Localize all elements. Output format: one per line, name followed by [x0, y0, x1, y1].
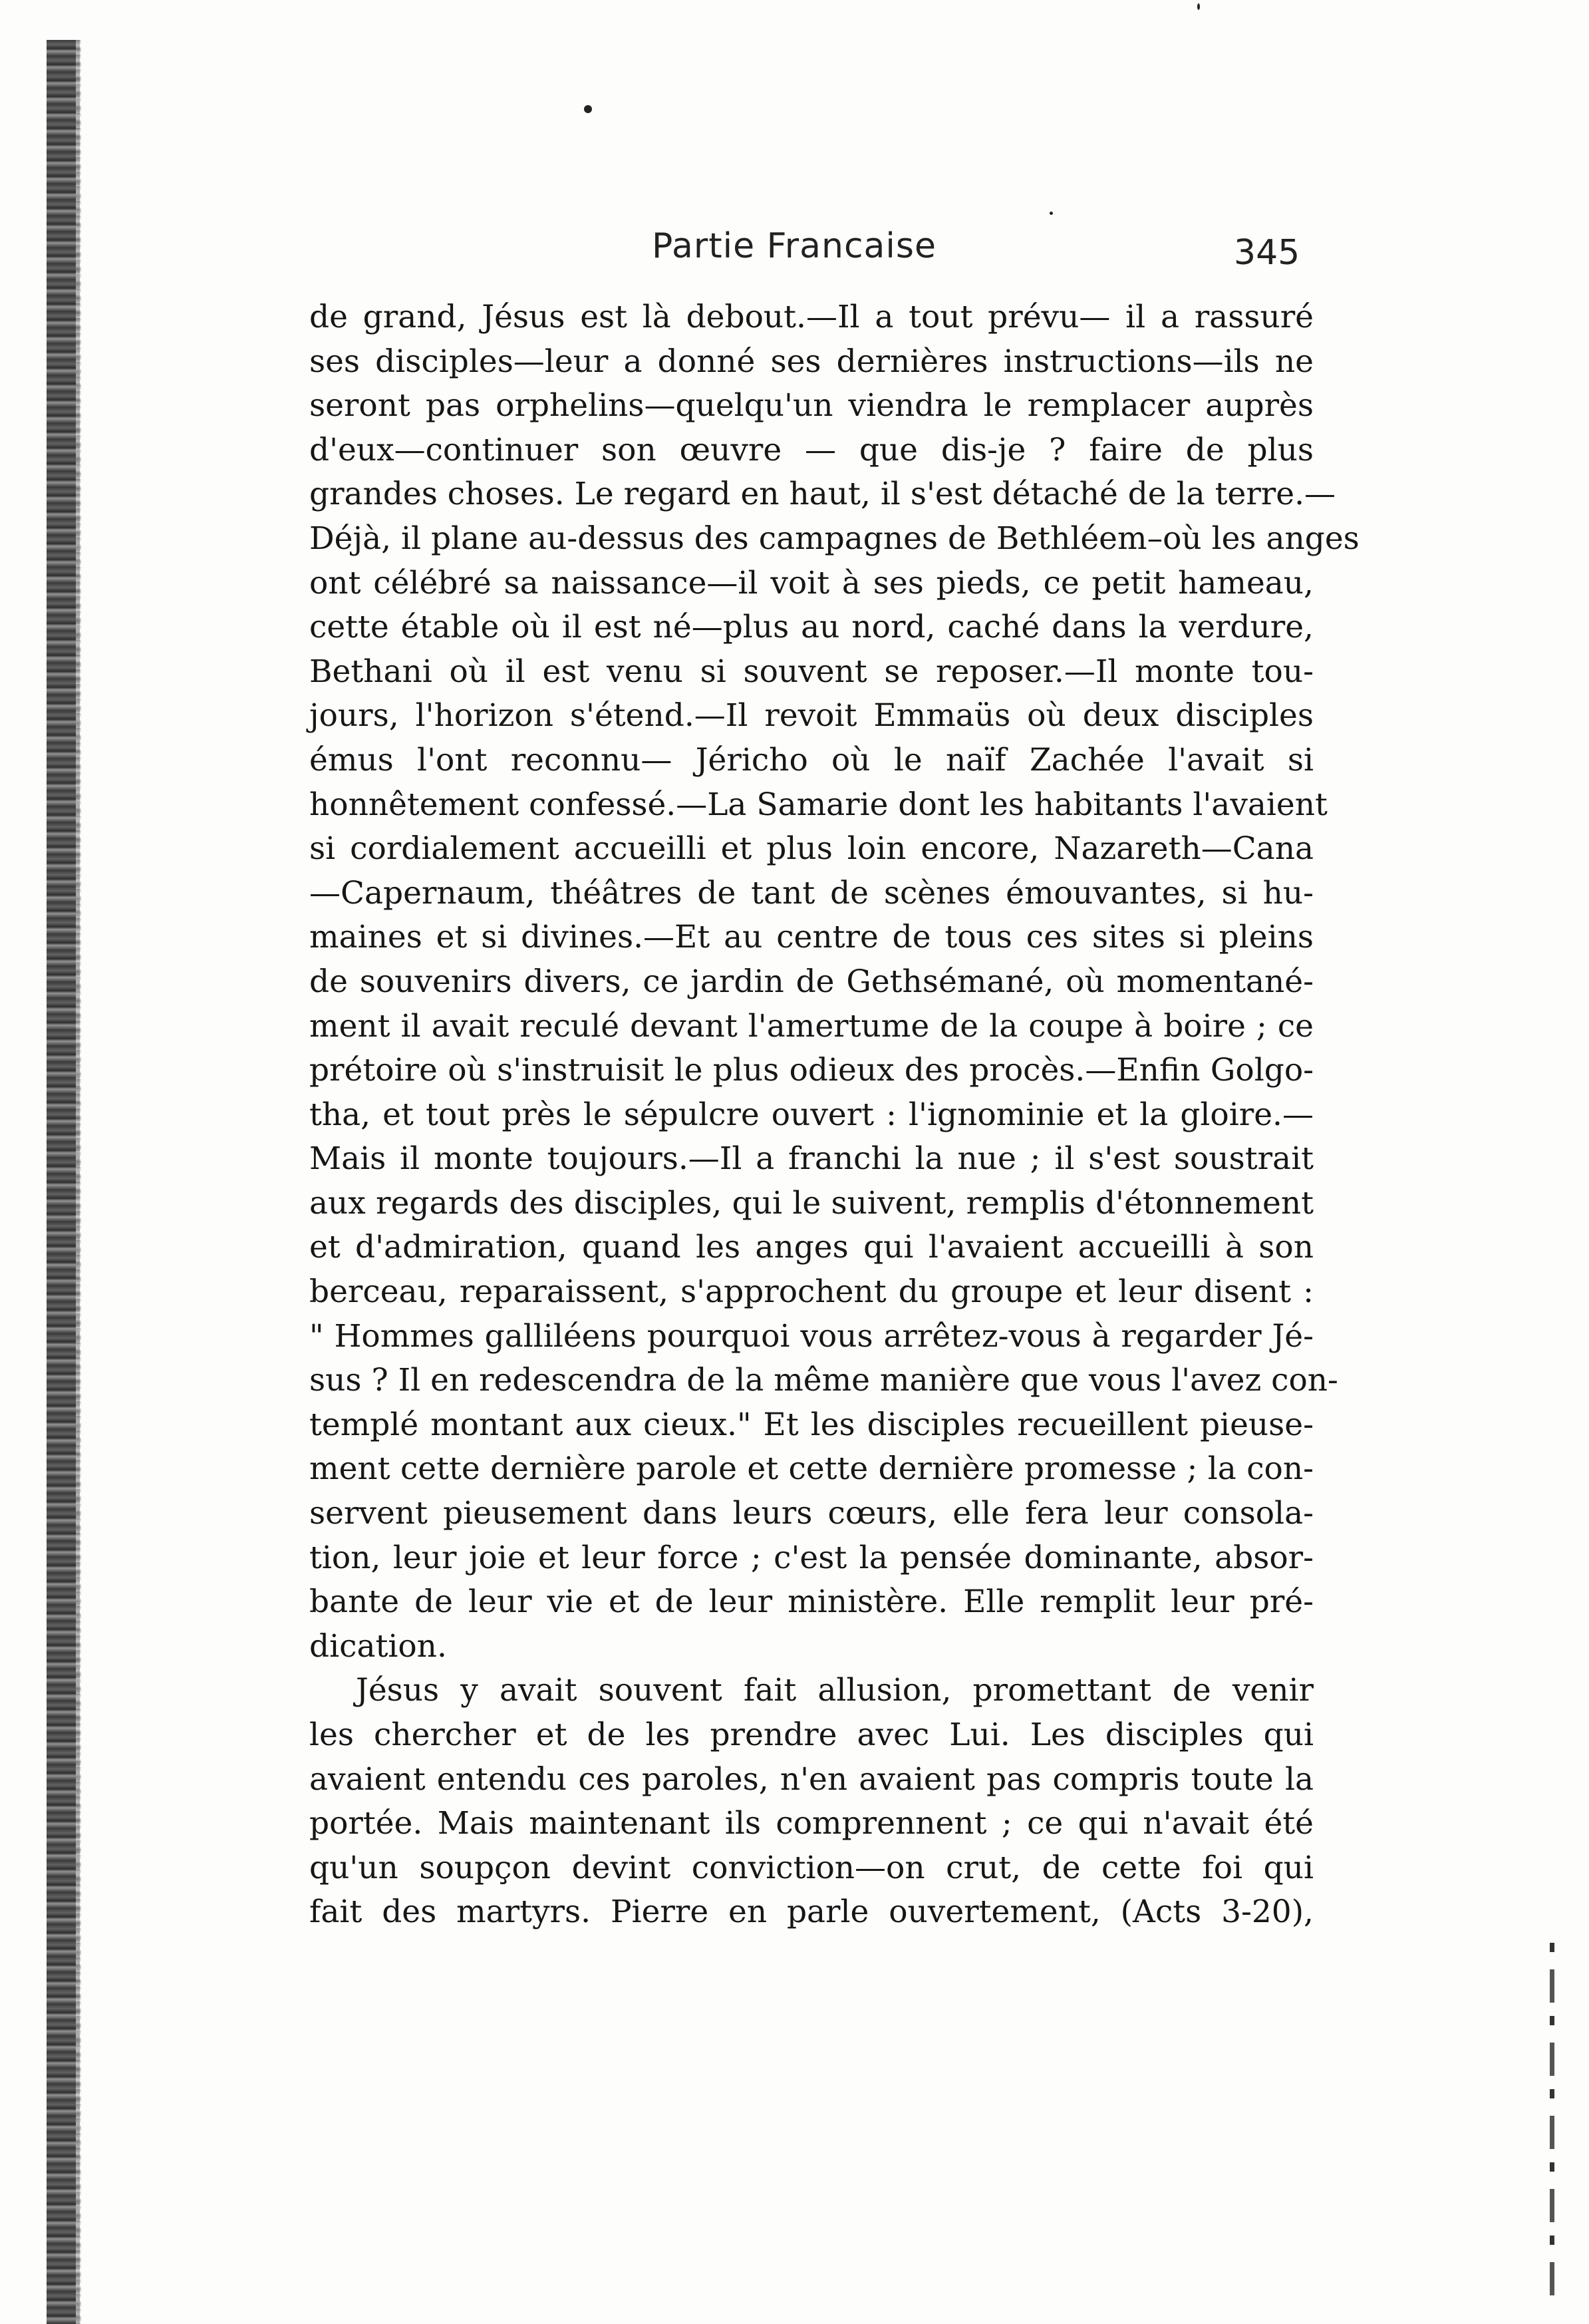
text-line: de grand, Jésus est là debout.—Il a tout prévu— il a rassuré	[309, 299, 1314, 335]
text-line: servent pieusement dans leurs cœurs, elle fera leur consola-	[309, 1495, 1314, 1532]
text-line: templé montant aux cieux." Et les disciples recueillent pieuse-	[309, 1406, 1314, 1443]
text-line: et d'admiration, quand les anges qui l'avaient accueilli à son	[309, 1229, 1314, 1266]
page-number: 345	[1234, 233, 1300, 273]
paragraph-2	[309, 1669, 1314, 1935]
text-line: jours, l'horizon s'étend.—Il revoit Emmaüs où deux disciples	[309, 697, 1314, 735]
text-line: prétoire où s'instruisit le plus odieux des procès.—Enfin Golgo-	[309, 1052, 1314, 1089]
text-line: émus l'ont reconnu— Jéricho où le naïf Zachée l'avait si	[309, 741, 1314, 778]
text-line: portée. Mais maintenant ils comprennent ; ce qui n'avait été	[309, 1805, 1314, 1842]
text-line: ment cette dernière parole et cette dernière promesse ; la con-	[309, 1450, 1314, 1488]
text-line: tion, leur joie et leur force ; c'est la pensée dominante, absor-	[309, 1539, 1314, 1576]
body-text	[309, 295, 1360, 1935]
text-line: fait des martyrs. Pierre en parle ouvertement, (Acts 3-20),	[309, 1894, 1314, 1931]
text-line: si cordialement accueilli et plus loin encore, Nazareth—Cana	[309, 830, 1314, 868]
text-line: —Capernaum, théâtres de tant de scènes émouvantes, si hu-	[309, 874, 1314, 912]
text-line: grandes choses. Le regard en haut, il s'est détaché de la terre.—	[309, 476, 1336, 513]
paragraph-1	[309, 295, 1360, 1669]
text-line: de souvenirs divers, ce jardin de Gethsémané, où momentané-	[309, 963, 1314, 1000]
text-line: Bethani où il est venu si souvent se reposer.—Il monte tou-	[309, 653, 1314, 690]
book-binding-edge	[47, 40, 80, 2324]
running-title: Partie Francaise	[652, 226, 937, 266]
text-line: Jésus y avait souvent fait allusion, promettant de venir	[356, 1672, 1314, 1709]
ink-speck	[584, 105, 592, 113]
text-line: cette étable où il est né—plus au nord, caché dans la verdure,	[309, 609, 1314, 646]
text-line: seront pas orphelins—quelqu'un viendra le remplacer auprès	[309, 387, 1314, 424]
text-line: ses disciples—leur a donné ses dernières instructions—ils ne	[309, 343, 1314, 380]
text-line: ont célébré sa naissance—il voit à ses pieds, ce petit hameau,	[309, 564, 1314, 601]
text-line: les chercher et de les prendre avec Lui. Les disciples qui	[309, 1717, 1314, 1753]
page-header	[0, 226, 1589, 279]
text-line: avaient entendu ces paroles, n'en avaient pas compris toute la	[309, 1760, 1314, 1798]
text-line: d'eux—continuer son œuvre — que dis-je ? faire de plus	[309, 431, 1314, 468]
text-line: honnêtement confessé.—La Samarie dont les habitants l'avaient	[309, 786, 1328, 823]
text-line: sus ? Il en redescendra de la même manière que vous l'avez con-	[309, 1362, 1338, 1399]
scan-edge-artifact	[1550, 1943, 1554, 2302]
text-line: Déjà, il plane au-dessus des campagnes de Bethléem–où les anges	[309, 520, 1360, 557]
text-line: berceau, reparaissent, s'approchent du groupe et leur disent :	[309, 1273, 1314, 1311]
text-line: qu'un soupçon devint conviction—on crut, de cette foi qui	[309, 1849, 1314, 1886]
ink-speck	[1197, 3, 1200, 10]
text-line: maines et si divines.—Et au centre de tous ces sites si pleins	[309, 919, 1314, 956]
text-line: tha, et tout près le sépulcre ouvert : l'ignominie et la gloire.—	[309, 1096, 1314, 1133]
text-line: dication.	[309, 1627, 447, 1665]
text-line: " Hommes galliléens pourquoi vous arrêtez-vous à regarder Jé-	[309, 1317, 1314, 1355]
text-line: ment il avait reculé devant l'amertume de la coupe à boire ; ce	[309, 1007, 1314, 1045]
text-line: bante de leur vie et de leur ministère. Elle remplit leur pré-	[309, 1583, 1314, 1621]
text-line: Mais il monte toujours.—Il a franchi la nue ; il s'est soustrait	[309, 1140, 1314, 1178]
text-line: aux regards des disciples, qui le suivent, remplis d'étonnement	[309, 1184, 1314, 1222]
ink-speck	[1050, 212, 1053, 215]
